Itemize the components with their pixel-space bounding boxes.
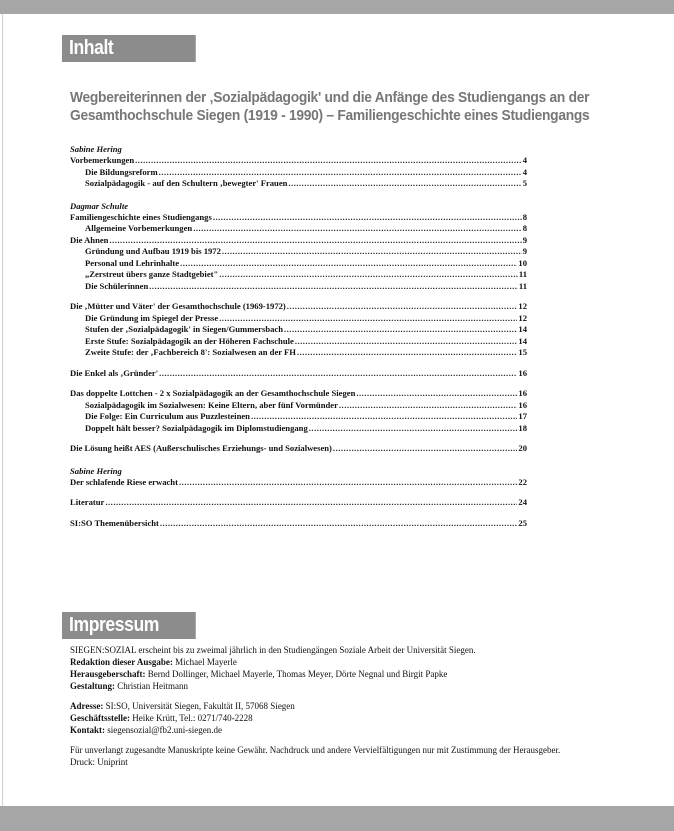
toc-subentry[interactable]: [70, 178, 527, 190]
toc-subentry[interactable]: [70, 347, 527, 359]
impressum-druck: Druck: Uniprint: [70, 757, 128, 767]
impressum-geschaeftsstelle: [70, 712, 630, 724]
toc-page-number: 15: [518, 347, 527, 357]
toc-subentry[interactable]: [70, 313, 527, 325]
toc-entry-title: Allgemeine Vorbemerkungen: [85, 223, 193, 233]
toc-spacer: [70, 434, 527, 443]
toc-dot-leader: [213, 212, 522, 224]
impressum-disclaimer: Für unverlangt zugesandte Manuskripte keine Gewähr. Nachdruck und andere Vervielfältigungen nur mit Zustimmung der Herausgeber.: [70, 745, 561, 755]
toc-dot-leader: [333, 443, 517, 455]
impressum-herausgeber: [70, 668, 630, 680]
toc-dot-leader: [179, 477, 517, 489]
toc-entry[interactable]: [70, 477, 527, 489]
toc-entry[interactable]: [70, 443, 527, 455]
toc-spacer: [70, 455, 527, 464]
toc-dot-leader: [288, 178, 521, 190]
toc-entry-title: Die Folge: Ein Curriculum aus Puzzlesteinen: [85, 411, 250, 421]
toc-entry-title: Doppelt hält besser? Sozialpädagogik im Diplomstudiengang: [85, 422, 308, 433]
toc-dot-leader: [105, 497, 517, 509]
toc-spacer: [70, 488, 527, 497]
toc-dot-leader: [356, 388, 517, 400]
toc-subentry[interactable]: [70, 423, 527, 435]
toc-entry-title: Stufen der ‚Sozialpädagogik' in Siegen/Gummersbach: [85, 324, 283, 334]
toc-page-number: 10: [518, 257, 527, 268]
toc-page-number: 9: [522, 246, 527, 256]
toc-entry[interactable]: [70, 388, 527, 400]
toc-dot-leader: [284, 324, 517, 336]
toc-dot-leader: [109, 235, 521, 247]
toc-page-number: 14: [518, 335, 527, 346]
toc-entry-title: Zweite Stufe: der ‚Fachbereich 8': Sozialwesen an der FH: [85, 347, 296, 357]
toc-dot-leader: [339, 400, 518, 412]
toc-dot-leader: [149, 281, 518, 293]
toc-page-number: 8: [522, 211, 527, 222]
redaktion-value: Michael Mayerle: [172, 657, 237, 667]
toc-page-number: 11: [518, 280, 527, 291]
impressum-redaktion: [70, 656, 630, 668]
toc-subentry[interactable]: [70, 281, 527, 293]
impressum-intro: SIEGEN:SOZIAL erscheint bis zu zweimal jährlich in den Studiengängen Soziale Arbeit der Universität Siegen.: [70, 645, 476, 655]
toc-page-number: 4: [522, 155, 527, 165]
toc-subentry[interactable]: [70, 324, 527, 336]
impressum-publishing-info: [70, 644, 630, 692]
document-title-line-2: Gesamthochschule Siegen (1919 - 1990) – Familiengeschichte eines Studiengangs: [70, 107, 590, 124]
left-border-line: [2, 14, 3, 806]
toc-spacer: [70, 190, 527, 199]
redaktion-label: Redaktion dieser Ausgabe:: [70, 657, 173, 667]
toc-entry-title: Die Schülerinnen: [85, 280, 149, 291]
toc-entry-title: Die Lösung heißt AES (Außerschulisches Erziehungs- und Sozialwesen): [70, 443, 332, 453]
toc-entry[interactable]: [70, 155, 527, 167]
toc-author: Sabine Hering: [70, 144, 122, 154]
impressum-kontakt: [70, 724, 630, 736]
toc-entry-title: Erste Stufe: Sozialpädagogik an der Höheren Fachschule: [85, 335, 294, 346]
gestaltung-label: Gestaltung:: [70, 681, 115, 691]
toc-entry[interactable]: [70, 518, 527, 530]
toc-subentry[interactable]: [70, 269, 527, 281]
toc-page-number: 12: [518, 301, 527, 311]
adresse-label: Adresse:: [70, 701, 104, 711]
toc-author: Dagmar Schulte: [70, 200, 129, 211]
toc-page-number: 18: [518, 422, 527, 433]
toc-page-number: 8: [522, 223, 527, 233]
toc-dot-leader: [297, 347, 517, 359]
toc-page-number: 4: [522, 166, 527, 177]
toc-entry-title: SI:SO Themenübersicht: [70, 517, 159, 528]
toc-page-number: 16: [518, 399, 527, 410]
toc-entry-title: „Zerstreut übers ganze Stadtgebiet": [85, 269, 219, 279]
toc-entry[interactable]: [70, 368, 527, 380]
toc-spacer: [70, 292, 527, 301]
impressum-block: [70, 644, 630, 768]
toc-subentry[interactable]: [70, 400, 527, 412]
toc-dot-leader: [219, 269, 518, 281]
toc-entry-title: Die ‚Mütter und Väter' der Gesamthochschule (1969-1972): [70, 301, 286, 311]
document-title: [70, 89, 630, 125]
table-of-contents: [70, 142, 527, 529]
toc-entry-title: Gründung und Aufbau 1919 bis 1972: [85, 246, 221, 256]
toc-entry[interactable]: [70, 497, 527, 509]
toc-dot-leader: [222, 246, 522, 258]
toc-entry-title: Die Ahnen: [70, 234, 109, 245]
toc-dot-leader: [219, 313, 517, 325]
toc-subentry[interactable]: [70, 167, 527, 179]
impressum-heading: Impressum: [62, 612, 196, 639]
inhalt-heading: Inhalt: [62, 35, 196, 62]
herausgeber-value: Bernd Dollinger, Michael Mayerle, Thomas Meyer, Dörte Negnal und Birgit Papke: [145, 669, 448, 679]
toc-author: Sabine Hering: [70, 465, 122, 476]
toc-subentry[interactable]: [70, 258, 527, 270]
toc-entry-title: Das doppelte Lottchen - 2 x Sozialpädagogik an der Gesamthochschule Siegen: [70, 388, 356, 398]
kontakt-label: Kontakt:: [70, 725, 106, 735]
toc-entry[interactable]: [70, 212, 527, 224]
toc-spacer: [70, 379, 527, 388]
toc-entry-title: Literatur: [70, 497, 105, 507]
toc-subentry[interactable]: [70, 223, 527, 235]
impressum-contact-info: [70, 700, 630, 736]
toc-spacer: [70, 509, 527, 518]
toc-page-number: 24: [518, 497, 527, 507]
toc-entry-title: Familiengeschichte eines Studiengangs: [70, 211, 212, 222]
toc-dot-leader: [180, 258, 517, 270]
toc-page-number: 17: [518, 411, 527, 421]
kontakt-value: siegensozial@fb2.uni-siegen.de: [105, 725, 223, 735]
toc-entry-title: Die Gründung im Spiegel der Presse: [85, 312, 219, 323]
toc-entry-title: Die Enkel als ‚Gründer': [70, 367, 159, 378]
toc-dot-leader: [160, 518, 518, 530]
adresse-value: SI:SO, Universität Siegen, Fakultät II, 57068 Siegen: [103, 701, 295, 711]
toc-spacer: [70, 359, 527, 368]
toc-dot-leader: [295, 336, 518, 348]
toc-dot-leader: [159, 167, 522, 179]
toc-dot-leader: [159, 368, 517, 380]
impressum-gestaltung: [70, 680, 630, 692]
toc-entry-title: Sozialpädagogik - auf den Schultern ‚bewegter' Frauen: [85, 178, 288, 188]
impressum-adresse: [70, 700, 630, 712]
toc-page-number: 22: [518, 476, 527, 487]
toc-page-number: 14: [518, 324, 527, 334]
toc-subentry[interactable]: [70, 336, 527, 348]
toc-page-number: 16: [518, 367, 527, 378]
toc-entry-title: Personal und Lehrinhalte: [85, 257, 180, 268]
toc-dot-leader: [193, 223, 522, 235]
toc-entry[interactable]: [70, 301, 527, 313]
toc-page-number: 25: [518, 517, 527, 528]
toc-subentry[interactable]: [70, 411, 527, 423]
toc-page-number: 12: [518, 312, 527, 323]
toc-subentry[interactable]: [70, 246, 527, 258]
geschaeftsstelle-value: Heike Krütt, Tel.: 0271/740-2228: [129, 713, 253, 723]
gestaltung-value: Christian Heitmann: [115, 681, 188, 691]
herausgeber-label: Herausgeberschaft:: [70, 669, 146, 679]
bottom-gray-bar: [0, 806, 674, 831]
toc-page-number: 11: [518, 269, 527, 279]
document-title-line-1: Wegbereiterinnen der ‚Sozialpädagogik' und die Anfänge des Studiengangs an der: [70, 89, 590, 106]
top-gray-bar: [0, 0, 674, 14]
toc-dot-leader: [287, 301, 518, 313]
toc-dot-leader: [309, 423, 518, 435]
toc-entry-title: Sozialpädagogik im Sozialwesen: Keine Eltern, aber fünf Vormünder: [85, 399, 338, 410]
toc-entry-title: Der schlafende Riese erwacht: [70, 476, 178, 487]
geschaeftsstelle-label: Geschäftsstelle:: [70, 713, 130, 723]
toc-entry[interactable]: [70, 235, 527, 247]
toc-page-number: 5: [522, 178, 527, 188]
toc-dot-leader: [135, 155, 522, 167]
toc-entry-title: Vorbemerkungen: [70, 155, 135, 165]
toc-page-number: 9: [522, 234, 527, 245]
toc-dot-leader: [251, 411, 517, 423]
toc-page-number: 16: [518, 388, 527, 398]
toc-page-number: 20: [518, 443, 527, 453]
toc-entry-title: Die Bildungsreform: [85, 166, 158, 177]
